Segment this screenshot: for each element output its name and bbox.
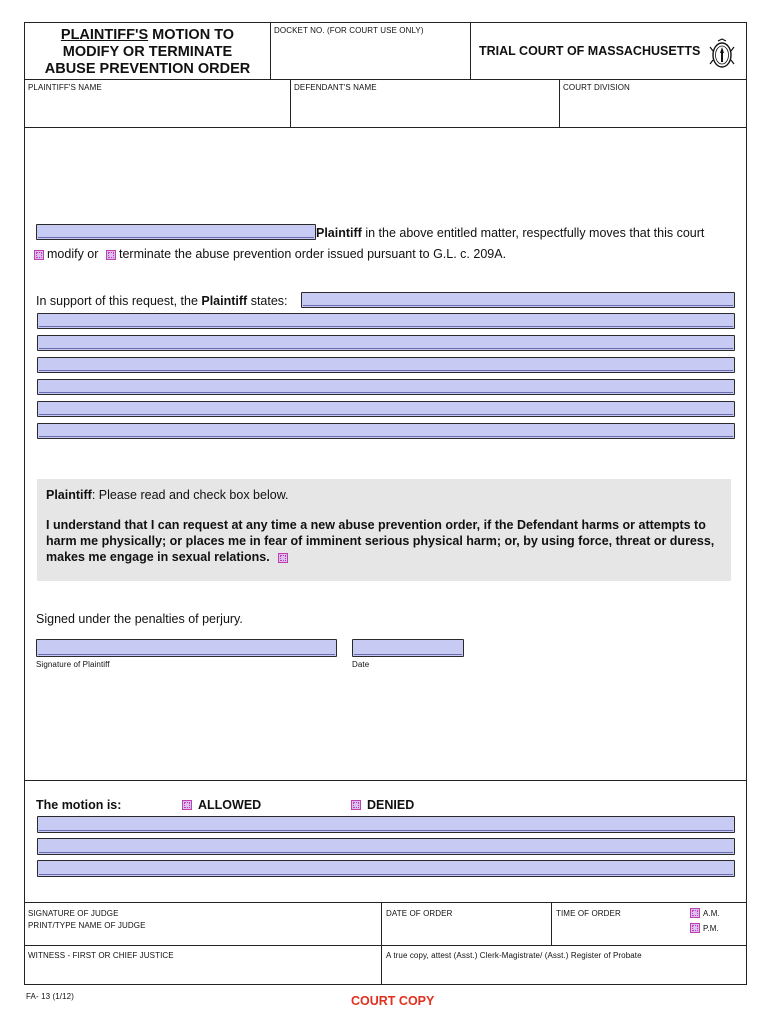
support-input-line-7[interactable] — [37, 423, 735, 439]
docket-box[interactable]: DOCKET NO. (FOR COURT USE ONLY) — [271, 22, 471, 80]
ruling-input-line-3[interactable] — [37, 860, 735, 877]
terminate-label: terminate the abuse prevention order issued pursuant to G.L. c. 209A. — [119, 247, 507, 261]
signature-date-input[interactable] — [352, 639, 464, 657]
form-title: PLAINTIFF'S MOTION TO MODIFY OR TERMINATE ABUSE PREVENTION ORDER — [44, 27, 251, 77]
court-name: TRIAL COURT OF MASSACHUSETTS — [479, 44, 701, 58]
understand-checkbox[interactable] — [278, 553, 288, 563]
allowed-checkbox[interactable] — [182, 800, 192, 810]
pm-checkbox[interactable] — [690, 923, 700, 933]
am-checkbox[interactable] — [690, 908, 700, 918]
signature-label: Signature of Plaintiff — [36, 660, 110, 669]
motion-text-line1: Plaintiff in the above entitled matter, respectfully moves that this court — [316, 226, 705, 240]
ruling-divider — [24, 780, 747, 781]
notice-line-2: harm me physically; or places me in fear of imminent serious physical harm; or, by using force, threat or duress, — [46, 534, 715, 548]
support-input-line-2[interactable] — [37, 313, 735, 329]
massachusetts-seal-icon — [707, 37, 737, 71]
support-label: In support of this request, the Plaintiff states: — [36, 294, 288, 308]
time-of-order-cell[interactable]: TIME OF ORDER A.M. P.M. — [552, 903, 747, 945]
defendant-name-box[interactable]: DEFENDANT'S NAME — [291, 80, 560, 128]
ruling-input-line-1[interactable] — [37, 816, 735, 833]
allowed-label: ALLOWED — [198, 798, 262, 812]
notice-instruction: Plaintiff: Please read and check box below. — [46, 488, 289, 502]
penalties-text: Signed under the penalties of perjury. — [36, 612, 243, 626]
court-name-box — [471, 22, 747, 80]
terminate-checkbox[interactable] — [106, 250, 116, 260]
notice-line-3: makes me engage in sexual relations. — [46, 550, 270, 564]
form-title-box — [24, 22, 271, 80]
support-input-line-4[interactable] — [37, 357, 735, 373]
plaintiff-name-input[interactable] — [36, 224, 316, 240]
court-copy-label: COURT COPY — [351, 994, 435, 1008]
judge-signature-cell[interactable]: SIGNATURE OF JUDGE PRINT/TYPE NAME OF JUDGE — [24, 903, 382, 945]
denied-checkbox[interactable] — [351, 800, 361, 810]
plaintiff-name-box[interactable]: PLAINTIFF'S NAME — [24, 80, 291, 128]
support-input-line-6[interactable] — [37, 401, 735, 417]
modify-label: modify or — [47, 247, 99, 261]
notice-line-1: I understand that I can request at any time a new abuse prevention order, if the Defendant harms or attempts to — [46, 518, 706, 532]
support-input-line-5[interactable] — [37, 379, 735, 395]
support-input-line-1[interactable] — [301, 292, 735, 308]
form-id: FA- 13 (1/12) — [26, 992, 74, 1001]
plaintiff-signature-input[interactable] — [36, 639, 337, 657]
date-label: Date — [352, 660, 370, 669]
date-of-order-cell[interactable]: DATE OF ORDER — [382, 903, 552, 945]
true-copy-cell[interactable]: A true copy, attest (Asst.) Clerk-Magistrate/ (Asst.) Register of Probate — [382, 945, 747, 985]
ruling-label: The motion is: — [36, 798, 122, 812]
ruling-input-line-2[interactable] — [37, 838, 735, 855]
support-input-line-3[interactable] — [37, 335, 735, 351]
witness-cell: WITNESS - FIRST OR CHIEF JUSTICE — [24, 945, 382, 985]
court-division-box[interactable]: COURT DIVISION — [560, 80, 747, 128]
denied-label: DENIED — [367, 798, 415, 812]
modify-checkbox[interactable] — [34, 250, 44, 260]
